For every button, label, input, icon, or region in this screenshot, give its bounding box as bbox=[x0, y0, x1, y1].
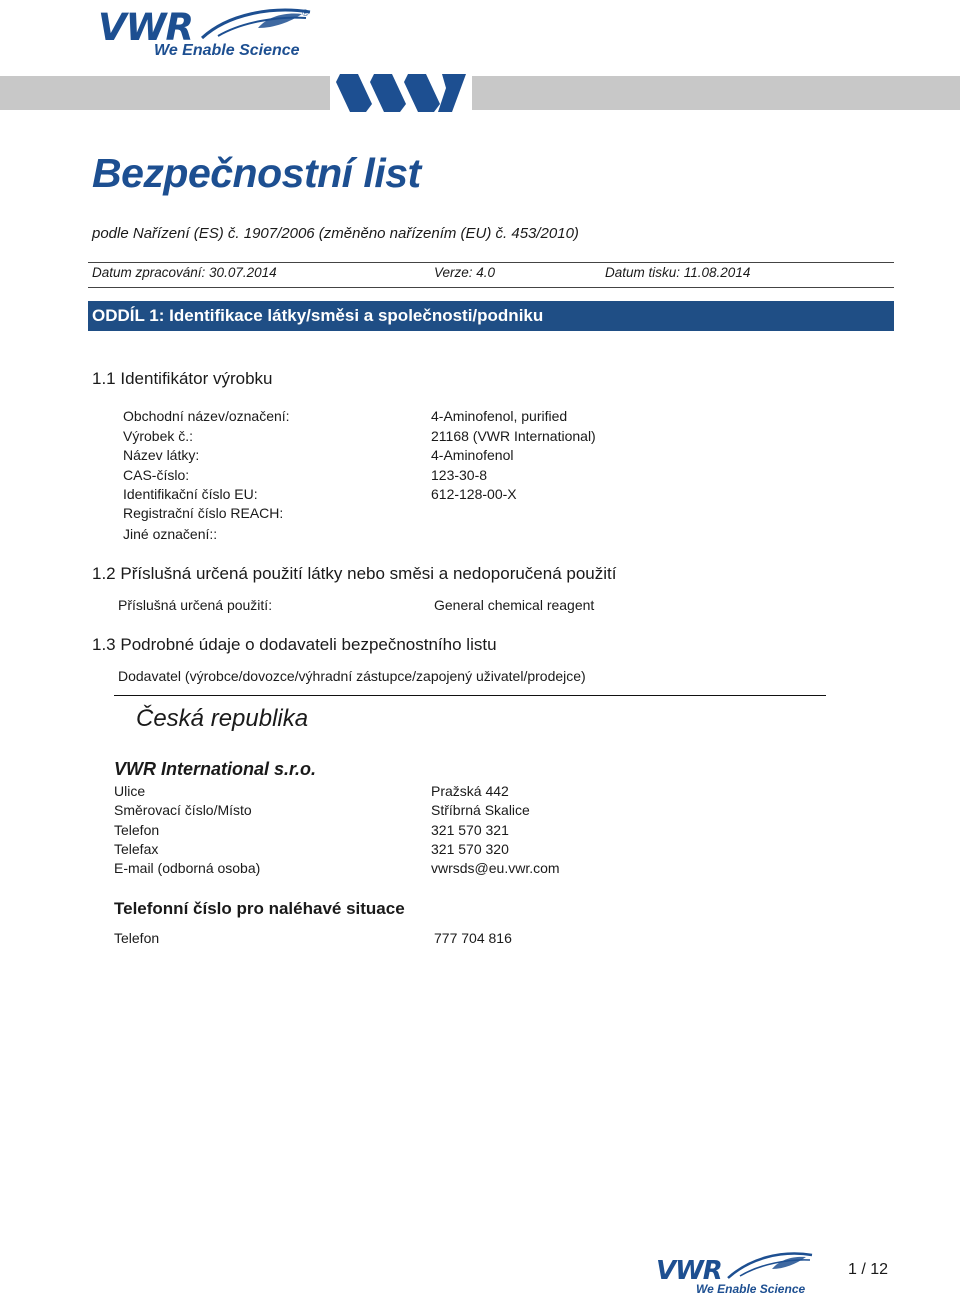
chevron-mark-icon bbox=[336, 74, 466, 112]
value-eu-number: 612-128-00-X bbox=[431, 486, 517, 502]
label-product-no: Výrobek č.: bbox=[123, 428, 194, 444]
logo-tagline: We Enable Science bbox=[154, 42, 300, 59]
footer-logo-tagline: We Enable Science bbox=[696, 1282, 806, 1296]
label-identified-uses: Příslušná určená použití: bbox=[118, 597, 273, 613]
logo-wordmark: VWR bbox=[98, 6, 193, 49]
label-phone: Telefon bbox=[114, 822, 160, 838]
value-trade-name: 4-Aminofenol, purified bbox=[431, 408, 568, 424]
value-substance-name: 4-Aminofenol bbox=[431, 447, 514, 463]
banner-gray-bar-left bbox=[0, 76, 330, 110]
date-prepared: Datum zpracování: 30.07.2014 bbox=[92, 265, 277, 280]
subsection-1-1-heading: 1.1 Identifikátor výrobku bbox=[92, 369, 273, 388]
label-email: E-mail (odborná osoba) bbox=[114, 860, 261, 876]
regulation-line: podle Nařízení (ES) č. 1907/2006 (změněno nařízením (EU) č. 453/2010) bbox=[92, 225, 579, 242]
emergency-heading: Telefonní číslo pro naléhavé situace bbox=[114, 899, 405, 918]
subsection-1-2-heading: 1.2 Příslušná určená použití látky nebo směsi a nedoporučená použití bbox=[92, 564, 617, 583]
supplier-company: VWR International s.r.o. bbox=[114, 759, 317, 779]
value-identified-uses: General chemical reagent bbox=[434, 597, 595, 613]
label-postal-place: Směrovací číslo/Místo bbox=[114, 802, 252, 818]
value-cas-number: 123-30-8 bbox=[431, 467, 488, 483]
page-number: 1 / 12 bbox=[848, 1261, 889, 1278]
meta-top-rule bbox=[88, 262, 894, 263]
label-eu-number: Identifikační číslo EU: bbox=[123, 486, 258, 502]
value-postal-place: Stříbrná Skalice bbox=[431, 802, 530, 818]
value-email: vwrsds@eu.vwr.com bbox=[431, 860, 560, 876]
supplier-country: Česká republika bbox=[136, 705, 309, 732]
subsection-1-3-heading: 1.3 Podrobné údaje o dodavateli bezpečnostního listu bbox=[92, 635, 497, 654]
label-fax: Telefax bbox=[114, 841, 159, 857]
value-product-no: 21168 (VWR International) bbox=[431, 428, 596, 444]
supplier-divider bbox=[114, 695, 826, 696]
value-phone: 321 570 321 bbox=[431, 822, 509, 838]
label-street: Ulice bbox=[114, 783, 146, 799]
supplier-caption: Dodavatel (výrobce/dovozce/výhradní zástupce/zapojený uživatel/prodejce) bbox=[118, 668, 586, 684]
banner-gray-bar-right bbox=[472, 76, 960, 110]
label-emergency-phone: Telefon bbox=[114, 930, 160, 946]
date-printed: Datum tisku: 11.08.2014 bbox=[605, 265, 751, 280]
value-fax: 321 570 320 bbox=[431, 841, 509, 857]
section-1-bar bbox=[88, 301, 894, 331]
registered-mark: ® bbox=[302, 8, 309, 18]
label-substance-name: Název látky: bbox=[123, 447, 200, 463]
section-1-heading: ODDÍL 1: Identifikace látky/směsi a společnosti/podniku bbox=[92, 306, 544, 325]
meta-bottom-rule bbox=[88, 287, 894, 288]
label-trade-name: Obchodní název/označení: bbox=[123, 408, 290, 424]
leaf-swoosh-icon bbox=[198, 8, 314, 42]
footer-leaf-swoosh-icon bbox=[726, 1252, 814, 1280]
label-reach-number: Registrační číslo REACH: bbox=[123, 505, 284, 521]
page-title: Bezpečnostní list bbox=[92, 150, 421, 196]
version: Verze: 4.0 bbox=[434, 265, 496, 280]
value-street: Pražská 442 bbox=[431, 783, 509, 799]
label-cas-number: CAS-číslo: bbox=[123, 467, 190, 483]
footer-logo-wordmark: VWR bbox=[656, 1256, 722, 1286]
label-other-designation: Jiné označení:: bbox=[123, 526, 218, 542]
vwr-logo bbox=[98, 6, 314, 62]
value-emergency-phone: 777 704 816 bbox=[434, 930, 512, 946]
header-banner bbox=[0, 74, 960, 112]
footer-vwr-logo bbox=[656, 1252, 816, 1296]
